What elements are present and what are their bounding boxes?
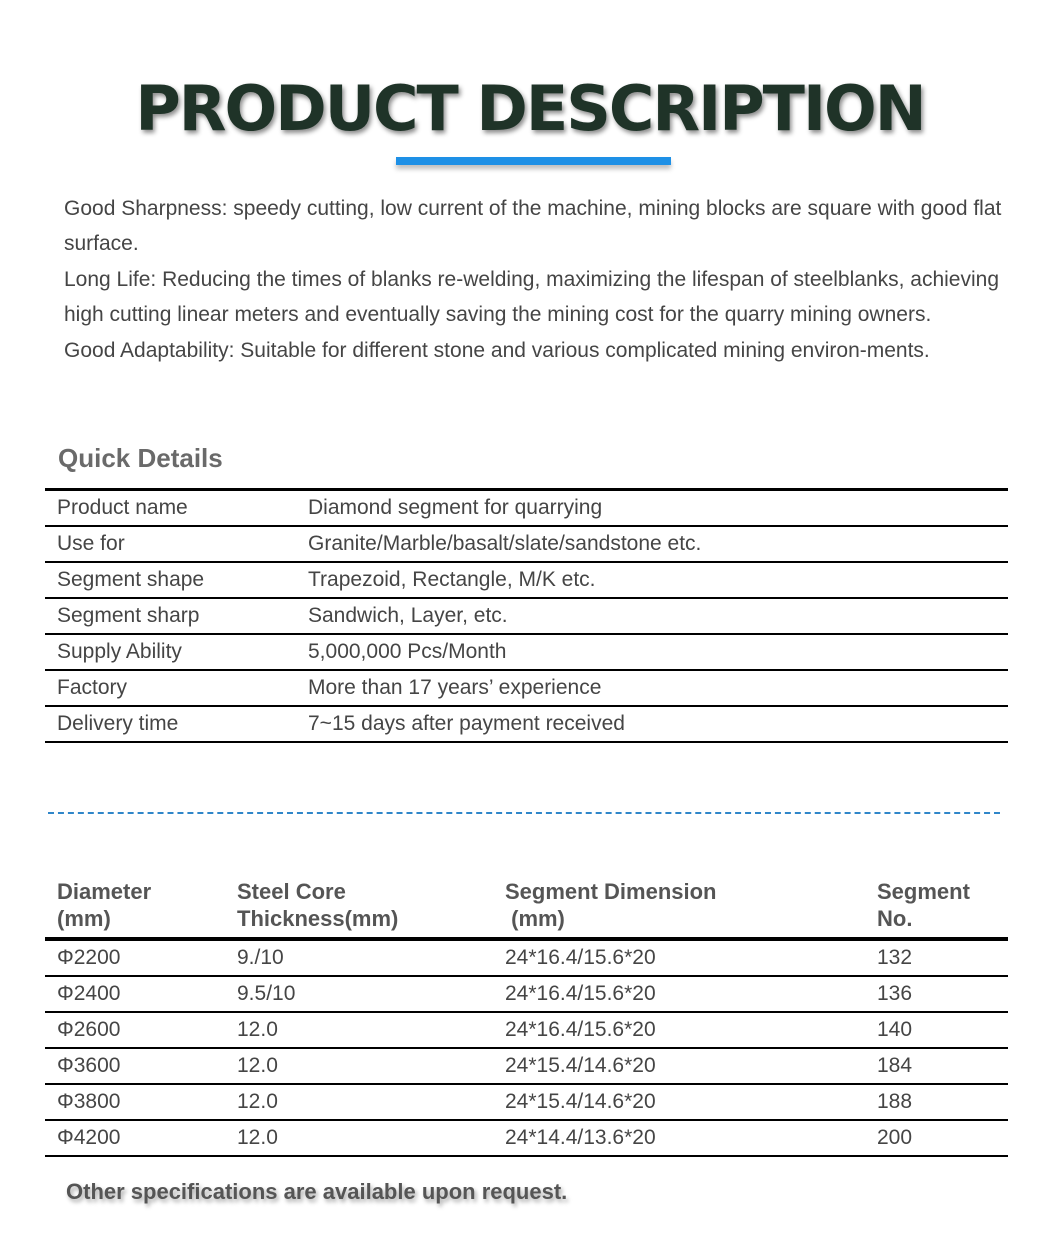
header-line: Segment (877, 879, 970, 904)
table-row (45, 976, 1008, 1012)
cell-thickness: 12.0 (225, 1048, 493, 1084)
row-label: Delivery time (45, 706, 296, 742)
cell-segment-no: 136 (865, 976, 1008, 1012)
cell-segment-no: 200 (865, 1120, 1008, 1156)
cell-diameter: Φ2200 (45, 939, 225, 976)
table-row (45, 490, 1008, 527)
quick-details-table (45, 488, 1008, 743)
cell-thickness: 12.0 (225, 1084, 493, 1120)
row-value: Diamond segment for quarrying (296, 490, 1008, 527)
cell-dimension: 24*15.4/14.6*20 (493, 1048, 865, 1084)
description-paragraph: Good Adaptability: Suitable for different stone and various complicated mining environ-ments. (64, 338, 930, 362)
row-label: Product name (45, 490, 296, 527)
table-row (45, 670, 1008, 706)
cell-thickness: 12.0 (225, 1120, 493, 1156)
specification-table (45, 878, 1008, 1157)
cell-thickness: 9./10 (225, 939, 493, 976)
cell-diameter: Φ3800 (45, 1084, 225, 1120)
cell-diameter: Φ3600 (45, 1048, 225, 1084)
column-header-segment-no (865, 878, 1008, 939)
header-row (45, 878, 1008, 939)
table-row (45, 706, 1008, 742)
header-line: Segment Dimension (505, 879, 717, 904)
description-paragraph: Long Life: Reducing the times of blanks re-welding, maximizing the lifespan of steelblanks, achieving high cutting linear meters and eventually saving the mining cost for the quarry mining owners. (64, 267, 1000, 327)
row-value: Trapezoid, Rectangle, M/K etc. (296, 562, 1008, 598)
cell-segment-no: 132 (865, 939, 1008, 976)
column-header-thickness (225, 878, 493, 939)
row-value: 5,000,000 Pcs/Month (296, 634, 1008, 670)
cell-dimension: 24*16.4/15.6*20 (493, 976, 865, 1012)
page-title: PRODUCT DESCRIPTION (135, 72, 925, 145)
table-row (45, 526, 1008, 562)
cell-dimension: 24*16.4/15.6*20 (493, 1012, 865, 1048)
header-line: (mm) (505, 906, 565, 931)
table-row (45, 1120, 1008, 1156)
cell-thickness: 12.0 (225, 1012, 493, 1048)
header-line: Steel Core (237, 879, 346, 904)
description-paragraph: Good Sharpness: speedy cutting, low current of the machine, mining blocks are square with good flat surface. (64, 197, 1002, 256)
row-label: Factory (45, 670, 296, 706)
description-block (64, 191, 1024, 368)
table-row (45, 1012, 1008, 1048)
cell-dimension: 24*15.4/14.6*20 (493, 1084, 865, 1120)
table-row (45, 1048, 1008, 1084)
column-header-segment-dimension (493, 878, 865, 939)
cell-dimension: 24*14.4/13.6*20 (493, 1120, 865, 1156)
row-label: Use for (45, 526, 296, 562)
table-row (45, 939, 1008, 976)
cell-diameter: Φ2400 (45, 976, 225, 1012)
row-value: Granite/Marble/basalt/slate/sandstone etc. (296, 526, 1008, 562)
cell-segment-no: 184 (865, 1048, 1008, 1084)
cell-diameter: Φ2600 (45, 1012, 225, 1048)
row-value: 7~15 days after payment received (296, 706, 1008, 742)
header-line: No. (877, 906, 913, 931)
cell-dimension: 24*16.4/15.6*20 (493, 939, 865, 976)
cell-segment-no: 140 (865, 1012, 1008, 1048)
header-line: Diameter (57, 879, 152, 904)
table-row (45, 634, 1008, 670)
table-row (45, 598, 1008, 634)
row-value: Sandwich, Layer, etc. (296, 598, 1008, 634)
row-label: Segment sharp (45, 598, 296, 634)
footer-note: Other specifications are available upon request. (66, 1179, 568, 1204)
row-label: Supply Ability (45, 634, 296, 670)
row-value: More than 17 years’ experience (296, 670, 1008, 706)
cell-diameter: Φ4200 (45, 1120, 225, 1156)
table-row (45, 562, 1008, 598)
dashed-divider (48, 812, 1000, 814)
cell-thickness: 9.5/10 (225, 976, 493, 1012)
title-underline (396, 157, 671, 165)
header-line: Thickness(mm) (237, 906, 399, 931)
column-header-diameter (45, 878, 225, 939)
header-line: (mm) (57, 906, 111, 931)
table-row (45, 1084, 1008, 1120)
row-label: Segment shape (45, 562, 296, 598)
cell-segment-no: 188 (865, 1084, 1008, 1120)
quick-details-heading: Quick Details (58, 443, 223, 473)
